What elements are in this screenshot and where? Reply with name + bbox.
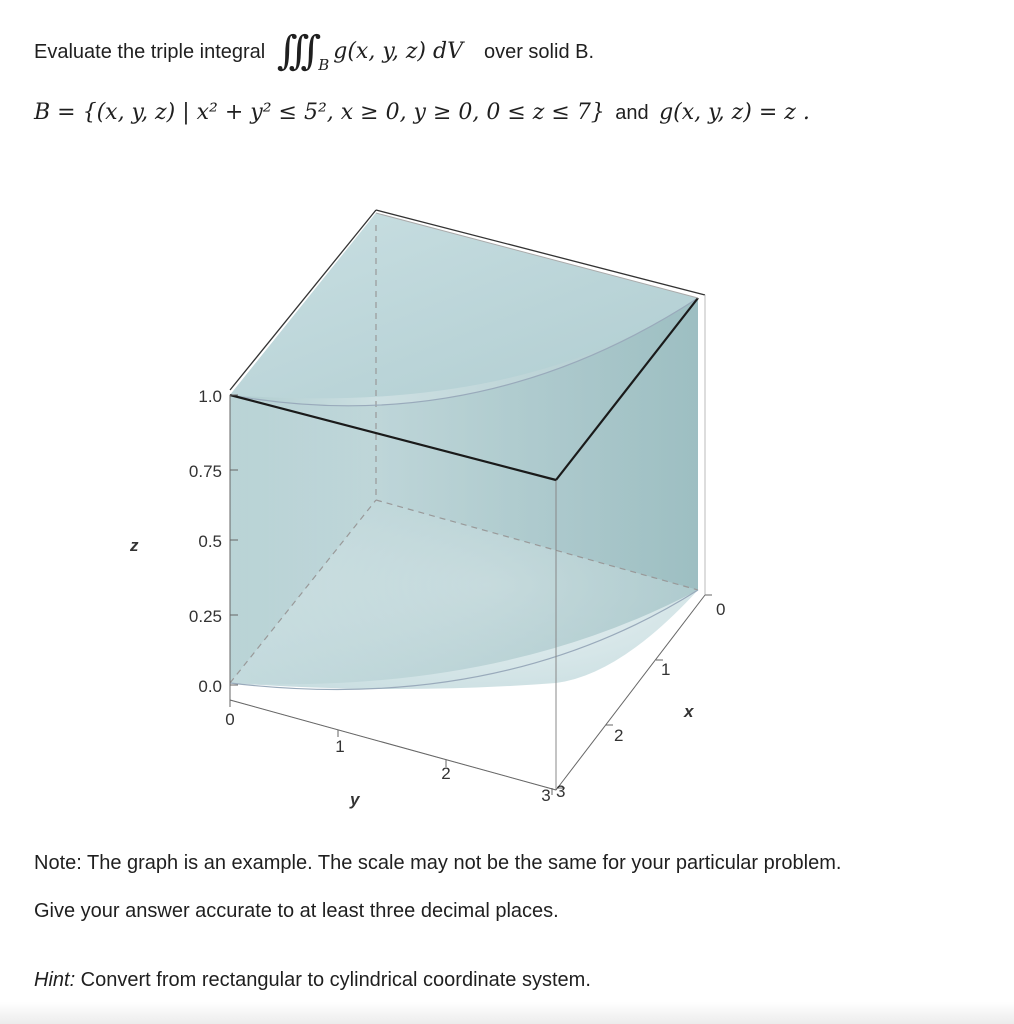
x-tick-1: 1 xyxy=(661,660,671,679)
y-axis-label: y xyxy=(350,790,360,809)
solid-b-3d-plot xyxy=(100,195,740,815)
z-tick-0-75: 0.75 xyxy=(188,462,222,481)
region-definition xyxy=(34,100,810,125)
over-solid-text: over solid B. xyxy=(483,41,595,63)
hint-label: Hint: xyxy=(34,969,76,991)
y-tick-3: 3 xyxy=(541,786,551,805)
function-definition: g(x, y, z) = z . xyxy=(659,100,810,125)
integral-expression xyxy=(270,28,470,74)
intro-text: Evaluate the triple integral xyxy=(34,41,266,63)
z-tick-1-0: 1.0 xyxy=(198,387,222,406)
y-tick-0: 0 xyxy=(225,710,235,729)
note-text: Note: The graph is an example. The scale may not be the same for your particular problem. xyxy=(34,852,842,874)
triple-integral-sign: ∫∫∫ xyxy=(276,28,313,74)
integrand: g(x, y, z) dV xyxy=(333,39,463,64)
z-tick-0-0: 0.0 xyxy=(198,677,222,696)
hint xyxy=(34,969,591,992)
y-tick-1: 1 xyxy=(335,737,345,756)
x-tick-0: 0 xyxy=(716,600,726,619)
z-tick-0-5: 0.5 xyxy=(198,532,222,551)
set-definition: B = {(x, y, z) | x² + y² ≤ 5², x ≥ 0, y ≥ 0, 0 ≤ z ≤ 7} xyxy=(34,100,605,125)
z-tick-0-25: 0.25 xyxy=(188,607,222,626)
z-axis-label: z xyxy=(130,536,139,555)
and-text: and xyxy=(615,102,649,124)
integral-statement xyxy=(34,22,595,74)
x-tick-2: 2 xyxy=(614,726,624,745)
accuracy-instruction: Give your answer accurate to at least three decimal places. xyxy=(34,900,559,922)
page-bottom-edge xyxy=(0,1002,1014,1024)
y-axis-ruler xyxy=(230,700,556,795)
x-tick-3: 3 xyxy=(556,782,566,801)
integral-region: B xyxy=(318,56,330,74)
x-axis-label: x xyxy=(684,702,694,721)
hint-text: Convert from rectangular to cylindrical coordinate system. xyxy=(75,969,591,991)
y-tick-2: 2 xyxy=(441,764,451,783)
